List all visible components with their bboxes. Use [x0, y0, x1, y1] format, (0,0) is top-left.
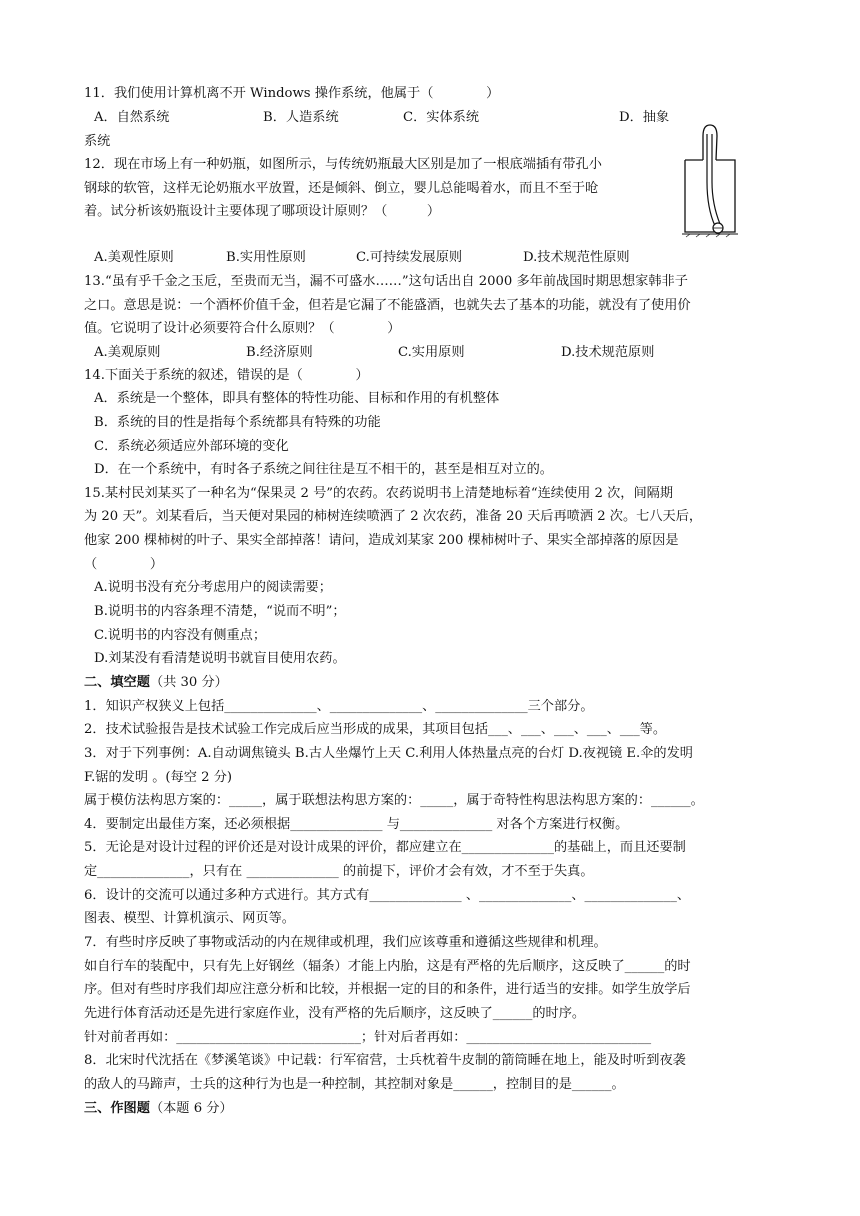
- q15-line-4: （ ）: [84, 557, 164, 572]
- section3-heading: [84, 1101, 233, 1117]
- q11-option-c: C．实体系统: [403, 110, 480, 125]
- q15-line-2: 为 20 天”。刘某看后，当天便对果园的柿树连续喷洒了 2 次农药，准备 20 天后再喷洒 2 次。七八天后，: [84, 509, 703, 524]
- q12-option-b: B.实用性原则: [226, 250, 306, 265]
- q15-option-b: B.说明书的内容条理不清楚，“说而不明”；: [94, 604, 346, 619]
- q12-option-c: C.可持续发展原则: [356, 250, 463, 265]
- fill-line-13: 序。但对有些时序我们却应注意分析和比较，并根据一定的目的和条件，进行适当的安排。如学生放学后: [84, 982, 691, 997]
- q15-option-c: C.说明书的内容没有侧重点；: [94, 628, 267, 643]
- q13-option-a: A.美观原则: [94, 345, 161, 360]
- fill-line-6: 4．要制定出最佳方案，还必须根据______________ 与______________ 对各个方案进行权衡。: [84, 817, 629, 832]
- section2-note: （共 30 分）: [149, 675, 228, 690]
- q15-option-a: A.说明书没有充分考虑用户的阅读需要；: [94, 580, 332, 595]
- q15-option-d: D.刘某没有看清楚说明书就盲目使用农药。: [94, 651, 346, 666]
- q11-option-d-wrap: 系统: [84, 134, 111, 149]
- q14-option-b: B．系统的目的性是指每个系统都具有特殊的功能: [94, 415, 381, 430]
- fill-line-8: 定______________，只有在 ______________ 的前提下，评价才会有效，才不至于失真。: [84, 864, 594, 879]
- section3-note: （本题 6 分）: [149, 1101, 233, 1116]
- q12-line-3: 着。试分析该奶瓶设计主要体现了哪项设计原则？（ ）: [84, 204, 441, 219]
- q14-option-a: A．系统是一个整体，即具有整体的特性功能、目标和作用的有机整体: [94, 391, 500, 406]
- q14-option-d: D．在一个系统中，有时各子系统之间往往是互不相干的，甚至是相互对立的。: [94, 462, 553, 477]
- q14-stem: 14.下面关于系统的叙述，错误的是（ ）: [84, 368, 369, 383]
- q13-option-c: C.实用原则: [398, 345, 465, 360]
- fill-line-3: 3．对于下列事例：A.自动调焦镜头 B.古人坐爆竹上天 C.利用人体热量点亮的台灯 D.夜视镜 E.伞的发明: [84, 746, 693, 761]
- fill-line-16: 8．北宋时代沈括在《梦溪笔谈》中记载：行军宿营，士兵枕着牛皮制的箭筒睡在地上，能及时听到夜袭: [84, 1053, 686, 1068]
- q11-stem: 11．我们使用计算机离不开 Windows 操作系统，他属于（ ）: [84, 86, 500, 101]
- fill-line-7: 5．无论是对设计过程的评价还是对设计成果的评价，都应建立在______________的基础上，而且还要制: [84, 840, 686, 855]
- q12-option-a: A.美观性原则: [94, 250, 174, 265]
- fill-line-1: 1．知识产权狭义上包括______________、______________、______________三个部分。: [84, 699, 594, 714]
- q14-option-c: C．系统必须适应外部环境的变化: [94, 439, 289, 454]
- q11-option-d: D．抽象: [619, 110, 670, 125]
- fill-line-15: 针对前者再如：____________________________；针对后者再如：____________________________: [84, 1030, 652, 1045]
- q15-line-3: 他家 200 棵柿树的叶子、果实全部掉落！请问，造成刘某家 200 棵柿树叶子、果实全部掉落的原因是: [84, 533, 679, 548]
- fill-line-10: 图表、模型、计算机演示、网页等。: [84, 911, 295, 926]
- fill-line-9: 6．设计的交流可以通过多种方式进行。其方式有______________ 、______________、______________、: [84, 888, 691, 903]
- baby-bottle-straw-figure: [682, 122, 738, 238]
- fill-line-5: 属于模仿法构思方案的：_____，属于联想法构思方案的：_____，属于奇特性构思法构思方案的：______。: [84, 793, 704, 808]
- q13-line-1: 13.“虽有乎千金之玉卮，至贵而无当，漏不可盛水……”这句话出自 2000 多年前战国时期思想家韩非子: [84, 274, 688, 289]
- fill-line-4: F.锯的发明 。(每空 2 分): [84, 770, 233, 785]
- section2-title: 二、填空题: [84, 675, 150, 690]
- q11-option-b: B．人造系统: [263, 110, 339, 125]
- q13-line-2: 之口。意思是说：一个酒杯价值千金，但若是它漏了不能盛酒，也就失去了基本的功能，就没有了使用价: [84, 298, 691, 313]
- fill-line-14: 先进行体育活动还是先进行家庭作业，没有严格的先后顺序，这反映了______的时序。: [84, 1006, 586, 1021]
- fill-line-11: 7．有些时序反映了事物或活动的内在规律或机理，我们应该尊重和遵循这些规律和机理。: [84, 935, 607, 950]
- q12-option-d: D.技术规范性原则: [523, 250, 630, 265]
- q15-line-1: 15.某村民刘某买了一种名为“保果灵 2 号”的农药。农药说明书上清楚地标着“连续使用 2 次，间隔期: [84, 486, 674, 501]
- q12-line-2: 钢球的软管，这样无论奶瓶水平放置，还是倾斜、倒立，婴儿总能喝着水，而且不至于呛: [84, 181, 599, 196]
- q11-option-a: A．自然系统: [94, 110, 170, 125]
- fill-line-12: 如自行车的装配中，只有先上好钢丝（辐条）才能上内胎，这是有严格的先后顺序，这反映了______的时: [84, 959, 691, 974]
- fill-line-2: 2．技术试验报告是技术试验工作完成后应当形成的成果，其项目包括___、___、___、___、___等。: [84, 722, 667, 737]
- q12-line-1: 12．现在市场上有一种奶瓶，如图所示，与传统奶瓶最大区别是加了一根底端插有带孔小: [84, 157, 602, 172]
- q13-option-d: D.技术规范原则: [561, 345, 655, 360]
- section2-heading: [84, 675, 228, 691]
- q13-line-3: 值。它说明了设计必须要符合什么原则？（ ）: [84, 321, 401, 336]
- q13-option-b: B.经济原则: [246, 345, 313, 360]
- section3-title: 三、作图题: [84, 1101, 150, 1116]
- fill-line-17: 的敌人的马蹄声，士兵的这种行为也是一种控制，其控制对象是______，控制目的是______。: [84, 1077, 625, 1092]
